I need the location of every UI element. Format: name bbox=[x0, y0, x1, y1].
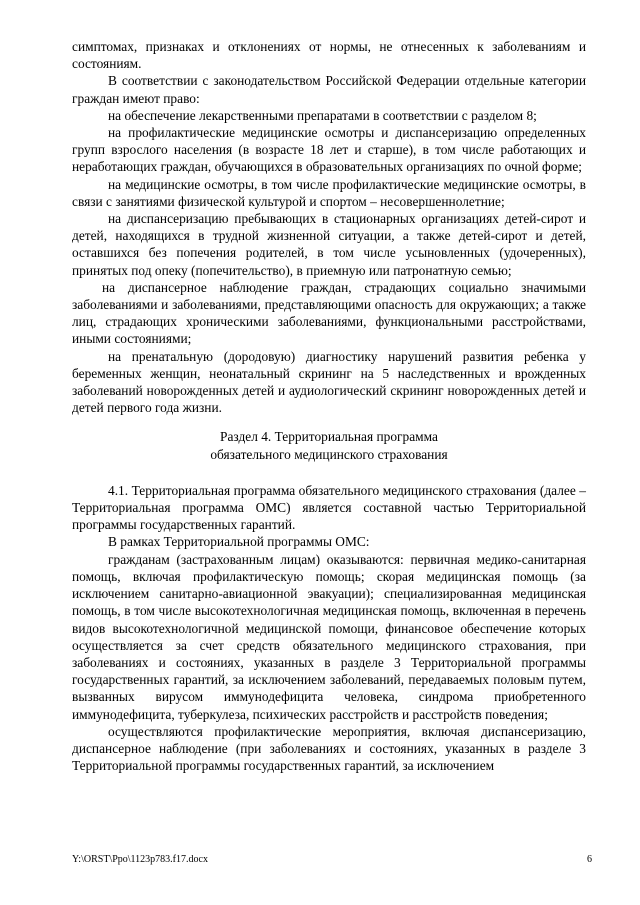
paragraph-right-dispensary: на диспансерное наблюдение граждан, страдающих социально значимыми заболеваниями и заболеваниями, представляющими опасность для окружающих; а также лиц, страдающих хроническими заболеваниями, функциональными расстройствами, иными состояниями; bbox=[72, 279, 586, 347]
paragraph-right-checkups: на профилактические медицинские осмотры и диспансеризацию определенных групп взрослого населения (в возрасте 18 лет и старше), в том числе работающих и неработающих граждан, обучающихся в образовательных организациях по очной форме; bbox=[72, 125, 586, 175]
paragraph-right-medications: на обеспечение лекарственными препаратами в соответствии с разделом 8; bbox=[108, 107, 537, 123]
paragraph-rights-intro: В соответствии с законодательством Российской Федерации отдельные категории граждан имеют право: bbox=[72, 73, 586, 106]
section-title-line-2: обязательного медицинского страхования bbox=[210, 446, 448, 462]
paragraph-continuation: симптомах, признаках и отклонениях от нормы, не отнесенных к заболеваниям и состояниям. bbox=[72, 39, 586, 72]
paragraph-4-1: 4.1. Территориальная программа обязательного медицинского страхования (далее – Территориальная программа ОМС) является составной частью Территориальной программы государственных гарантий. bbox=[72, 482, 586, 533]
section-title-line-1: Раздел 4. Территориальная программа bbox=[220, 429, 438, 445]
section-heading bbox=[72, 428, 586, 462]
paragraph-right-prenatal: на пренатальную (дородовую) диагностику нарушений развития ребенка у беременных женщин, неонатальный скрининг на 5 наследственных и врожденных заболеваний новорожденных детей и аудиологический скрининг новорожденных детей и детей первого года жизни. bbox=[72, 348, 586, 416]
paragraph-right-sports-exams: на медицинские осмотры, в том числе профилактические медицинские осмотры, в связи с занятиями физической культурой и спортом – несовершеннолетние; bbox=[72, 176, 586, 209]
paragraph-preventive-measures: осуществляются профилактические мероприятия, включая диспансеризацию, диспансерное наблюдение (при заболеваниях и состояниях, указанных в разделе 3 Территориальной программы государственных гарантий, за исключением bbox=[72, 723, 586, 774]
paragraph-services-provided: гражданам (застрахованным лицам) оказываются: первичная медико-санитарная помощь, включая профилактическую помощь; скорая медицинская помощь (за исключением санитарно-авиационной эвакуации); специализированная медицинская помощь, в том числе высокотехнологичная медицинская помощь, включенная в перечень видов высокотехнологичной медицинской помощи, финансовое обеспечение которых осуществляется за счет средств обязательного медицинского страхования, при заболеваниях и состояниях, указанных в разделе 3 Территориальной программы государственных гарантий, за исключением заболеваний, передаваемых половым путем, вызванных вирусом иммунодефицита человека, синдрома приобретенного иммунодефицита, туберкулеза, психических расстройств и расстройств поведения; bbox=[72, 551, 586, 722]
page-number: 6 bbox=[587, 854, 592, 865]
paragraph-within-program: В рамках Территориальной программы ОМС: bbox=[108, 534, 370, 550]
footer-file-path: Y:\ORST\Ppo\1123p783.f17.docx bbox=[72, 854, 208, 865]
document-body bbox=[72, 38, 586, 774]
paragraph-right-orphans: на диспансеризацию пребывающих в стационарных организациях детей-сирот и детей, находящихся в трудной жизненной ситуации, а также детей-сирот и детей, оставшихся без попечения родителей, в том числе усыновленных (удочеренных), принятых под опеку (попечительство), в приемную или патронатную семью; bbox=[72, 211, 586, 278]
